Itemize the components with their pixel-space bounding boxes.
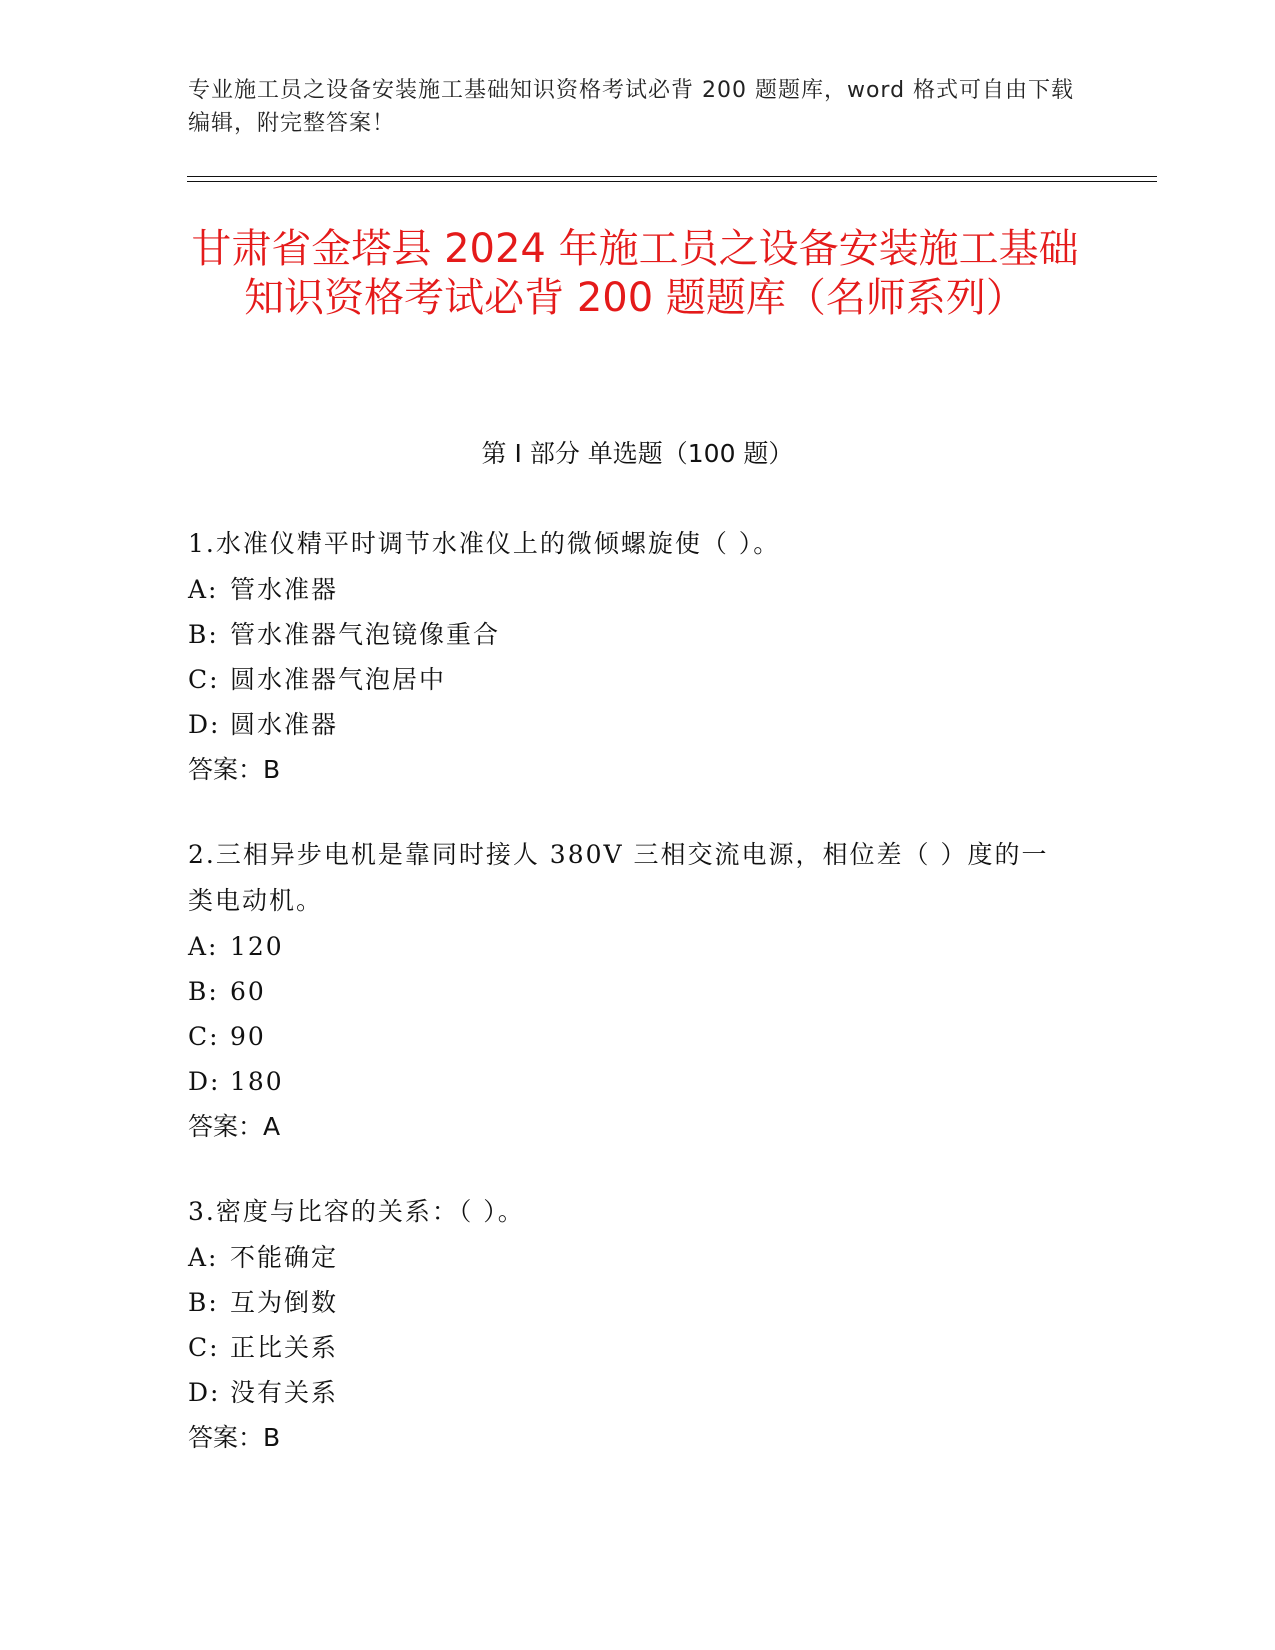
question-3 — [188, 1189, 1068, 1460]
option-letter: C: — [188, 1333, 220, 1362]
option-a — [188, 1235, 1068, 1280]
option-text: 互为倒数 — [230, 1288, 339, 1317]
option-letter: C: — [188, 665, 220, 694]
option-c — [188, 1325, 1068, 1370]
option-text: 管水准器 — [230, 575, 339, 604]
option-letter: D: — [188, 1067, 221, 1096]
question-answer: 答案：B — [188, 1423, 281, 1452]
option-letter: A: — [188, 575, 219, 604]
option-text: 管水准器气泡镜像重合 — [230, 620, 501, 649]
option-letter: B: — [188, 1288, 219, 1317]
option-text: 不能确定 — [230, 1243, 339, 1272]
option-d — [188, 702, 1068, 747]
option-d — [188, 1059, 1068, 1104]
option-letter: A: — [188, 932, 219, 961]
header-double-rule — [187, 176, 1157, 182]
section-heading: 第 I 部分 单选题（100 题） — [481, 439, 794, 468]
option-text: 圆水准器 — [230, 710, 339, 739]
option-letter: D: — [188, 1378, 221, 1407]
option-d — [188, 1370, 1068, 1415]
question-list — [188, 527, 1068, 1506]
question-1 — [188, 521, 1068, 792]
option-c — [188, 1014, 1068, 1059]
option-letter: B: — [188, 620, 219, 649]
option-text: 180 — [230, 1067, 284, 1096]
question-answer: 答案：A — [188, 1112, 281, 1141]
option-b — [188, 612, 1068, 657]
option-text: 90 — [230, 1022, 266, 1051]
option-b — [188, 1280, 1068, 1325]
option-letter: C: — [188, 1022, 220, 1051]
question-stem: 2.三相异步电机是靠同时接人 380V 三相交流电源，相位差（ ）度的一类电动机。 — [188, 840, 1049, 915]
option-text: 120 — [230, 932, 284, 961]
header-note: 专业施工员之设备安装施工基础知识资格考试必背 200 题题库，word 格式可自由下载编辑，附完整答案！ — [188, 78, 1075, 136]
question-stem: 3.密度与比容的关系：（ ）。 — [188, 1197, 525, 1226]
option-a — [188, 924, 1068, 969]
option-text: 正比关系 — [230, 1333, 339, 1362]
question-stem: 1.水准仪精平时调节水准仪上的微倾螺旋使（ ）。 — [188, 529, 781, 558]
option-text: 圆水准器气泡居中 — [230, 665, 447, 694]
question-answer: 答案：B — [188, 755, 281, 784]
option-letter: B: — [188, 977, 219, 1006]
option-text: 60 — [230, 977, 266, 1006]
option-letter: A: — [188, 1243, 219, 1272]
option-a — [188, 567, 1068, 612]
option-c — [188, 657, 1068, 702]
question-2 — [188, 832, 1068, 1149]
option-letter: D: — [188, 710, 221, 739]
document-title: 甘肃省金塔县 2024 年施工员之设备安装施工基础知识资格考试必背 200 题题库（名师系列） — [191, 226, 1079, 321]
option-text: 没有关系 — [230, 1378, 339, 1407]
option-b — [188, 969, 1068, 1014]
